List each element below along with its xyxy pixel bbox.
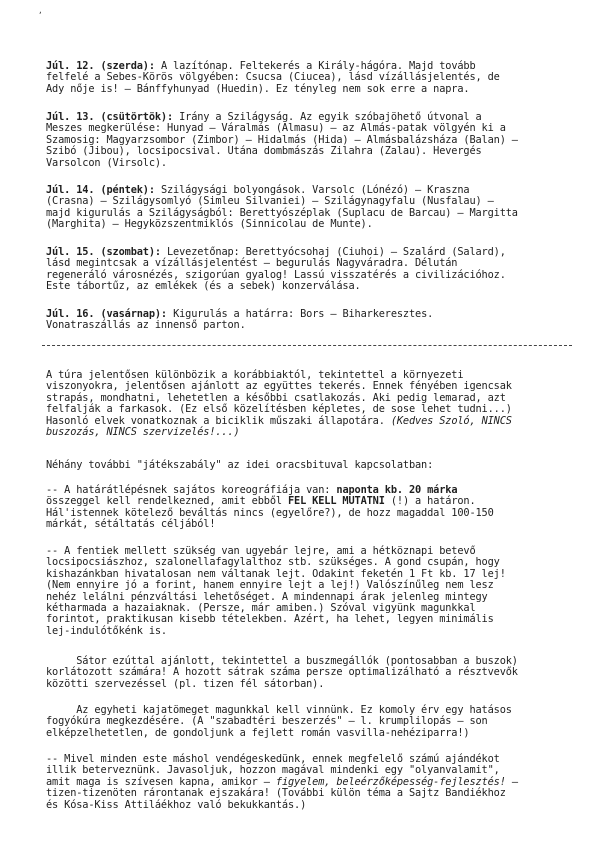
para-text: (!) a határon.	[390, 495, 476, 508]
day-heading: Júl. 15. (szombat):	[46, 246, 161, 258]
para-text: összeggel kell rendelkezned, amit ebből	[46, 495, 282, 508]
para-line: A túra jelentősen különbözik a korábbiaktól, tekintettel a környezeti	[46, 369, 464, 381]
rules-intro: Néhány további "játékszabály" az idei oracsbituval kapcsolatban:	[46, 459, 434, 471]
para-line	[46, 427, 571, 438]
para-line: felfalják a farkasok. (Ez első közelítésben képletes, de sose lehet tudni...)	[46, 403, 512, 416]
day-line: regeneráló városnézés, szigorúan gyalog! Lassú visszatérés a civilizációhoz.	[46, 268, 506, 281]
day-line: (Crasna) – Szilágysomlyó (Simleu Silvaniei) – Szilágynagyfalu (Nusfalau) –	[46, 195, 494, 208]
rule-marks	[46, 485, 571, 531]
bold-amount: naponta kb. 20 márka	[336, 484, 458, 496]
day-heading: Júl. 14. (péntek):	[46, 184, 155, 196]
day-line: Ady nője is! – Bánffyhunyad (Huedin). Ez tényleg nem sok erre a napra.	[46, 82, 470, 95]
day-entry-jul-16	[46, 309, 571, 332]
rule-lej	[46, 546, 571, 637]
para-line: kishazánkban hivatalosan nem váltanak lejt. Odakint feketén 1 Ft kb. 17 lej!	[46, 567, 506, 580]
day-line: Szamosig: Magyarzsombor (Zimbor) – Hidalmás (Hida) – Almásbalázsháza (Balan) –	[46, 133, 518, 146]
rule-gifts	[46, 754, 571, 811]
para-line: -- Mivel minden este máshol vendégeskedünk, ennek megfelelő számú ajándékot	[46, 753, 500, 765]
day-entry-jul-12	[46, 61, 571, 95]
day-line: lásd megintcsak a vízállásjelentést – begurulás Nagyváradra. Délután	[46, 257, 458, 270]
day-text: Levezetőnap: Berettyócsohaj (Ciuhoi) – Szalárd (Salard),	[167, 246, 506, 258]
italic-note: buszozás, NINCS szervizelés!...)	[46, 426, 240, 439]
para-line: -- A fentiek mellett szükség van ugyebár lejre, ami a hétköznapi betevő	[46, 545, 476, 557]
day-line: Szibó (Jibou), locsipocsival. Utána dombmászás Zilahra (Zalau). Hevergés	[46, 145, 482, 158]
day-text: Szilágysági bolyongások. Varsolc (Lónézó) – Kraszna	[160, 184, 470, 196]
para-line: tizen-tizenöten rárontanak ejszakára! (További külön téma a Sajtz Bandiékhoz	[46, 787, 506, 800]
day-heading: Júl. 16. (vasárnap):	[46, 308, 167, 320]
para-line: Hál'istennek kötelező beváltás nincs (egyelőre?), de hozz magaddal 100-150	[46, 506, 494, 519]
para-line: forintot, praktikusan kisebb tételekben. Azért, ha lehet, legyen minimális	[46, 613, 494, 626]
para-text: Hasonló elvek vonatkoznak a biciklik műszaki állapotára.	[46, 414, 385, 427]
para-line: Az egyheti kajatömeget magunkkal kell vinnünk. Ez komoly érv egy hatásos	[46, 704, 512, 716]
rule-tent	[46, 656, 571, 690]
para-line: viszonyokra, jelentősen ajánlott az együttes tekerés. Ennek fényében igencsak	[46, 380, 512, 393]
para-line: nehéz lelálni pénzváltási lehetőséget. A mindennapi árak jelenleg mintegy	[46, 590, 488, 603]
bold-emphasis: FEL KELL MUTATNI	[287, 495, 385, 508]
rule-food	[46, 705, 571, 739]
day-line: Este tábortűz, az emlékek (és a sebek) konzerválása.	[46, 280, 361, 293]
para-line: és Kósa-Kiss Attiláékhoz való bekukkantás.)	[46, 798, 307, 811]
day-line: Vonatraszállás az innenső parton.	[46, 319, 246, 332]
day-text: Kigurulás a határra: Bors – Biharkeresztes.	[173, 308, 434, 320]
day-heading: Júl. 12. (szerda):	[46, 60, 155, 72]
para-line: korlátozott számára! A hozott sátrak száma persze optimalizálható a résztvevők	[46, 666, 518, 679]
para-line: márkát, sétáltatás céljából!	[46, 518, 216, 531]
day-line: Varsolcon (Virsolc).	[46, 156, 167, 169]
day-entry-jul-13	[46, 112, 571, 169]
para-line: fogyókúra megkezdésére. (A "szabadtéri beszerzés" – l. krumplilopás – son	[46, 715, 488, 728]
corner-mark: ,	[38, 6, 43, 15]
para-line: locsipocsiászhoz, szalonellafagylalthoz stb. szükséges. A gond csupán, hogy	[46, 556, 500, 569]
italic-note: (Kedves Szoló, NINCS	[390, 414, 512, 427]
para-line: közötti szervezéssel (pl. tizen fél sátorban).	[46, 677, 325, 690]
para-text: -- A határátlépésnek sajátos koreográfiája van:	[46, 484, 331, 496]
para-line: (Nem ennyire jó a forint, hanem ennyire lejt a lej!) Valószínűleg nem lesz	[46, 579, 494, 592]
para-text: –	[511, 775, 518, 788]
section-divider	[42, 345, 572, 346]
italic-note: figyelem, beleérzőképesség-fejlesztés!	[275, 775, 506, 788]
intro-paragraph	[46, 370, 571, 438]
para-line: kétharmada a hazaiaknak. (Persze, már amiben.) Szóval vigyünk magunkkal	[46, 602, 476, 615]
para-line: strapás, mondhatni, lehetetlen a későbbi csatlakozás. Aki pedig lemarad, azt	[46, 391, 506, 404]
para-line: elképzelhetetlen, de gondoljunk a fejlett román vasvilla-nehéziparra!)	[46, 726, 470, 739]
para-line: illik beterveznünk. Javasoljuk, hozzon magával mindenki egy "olyanvalamit",	[46, 764, 500, 777]
day-entry-jul-14	[46, 185, 571, 231]
day-text: A lazítónap. Feltekerés a Király-hágóra. Majd tovább	[160, 60, 476, 72]
day-text: Irány a Szilágyság. Az egyik szóbajöhető útvonal a	[179, 111, 482, 123]
day-line: (Marghita) – Hegyközszentmiklós (Sinnicolau de Munte).	[46, 218, 373, 231]
day-heading: Júl. 13. (csütörtök):	[46, 111, 174, 123]
day-entry-jul-15	[46, 247, 571, 293]
day-line: majd kigurulás a Szilágyságból: Berettyószéplak (Suplacu de Barcau) – Margitta	[46, 206, 518, 219]
day-line: felfelé a Sebes-Körös völgyében: Csucsa (Ciucea), lásd vízállásjelentés, de	[46, 71, 500, 84]
para-line: Sátor ezúttal ajánlott, tekintettel a buszmegállók (pontosabban a buszok)	[46, 655, 518, 667]
para-text: amit maga is szívesen kapna, amikor –	[46, 775, 270, 788]
day-line: Meszes megkerülése: Hunyad – Váralmás (Almasu) – az Almás-patak völgyén ki a	[46, 122, 506, 135]
para-line: lej-indulótőkénk is.	[46, 624, 167, 637]
